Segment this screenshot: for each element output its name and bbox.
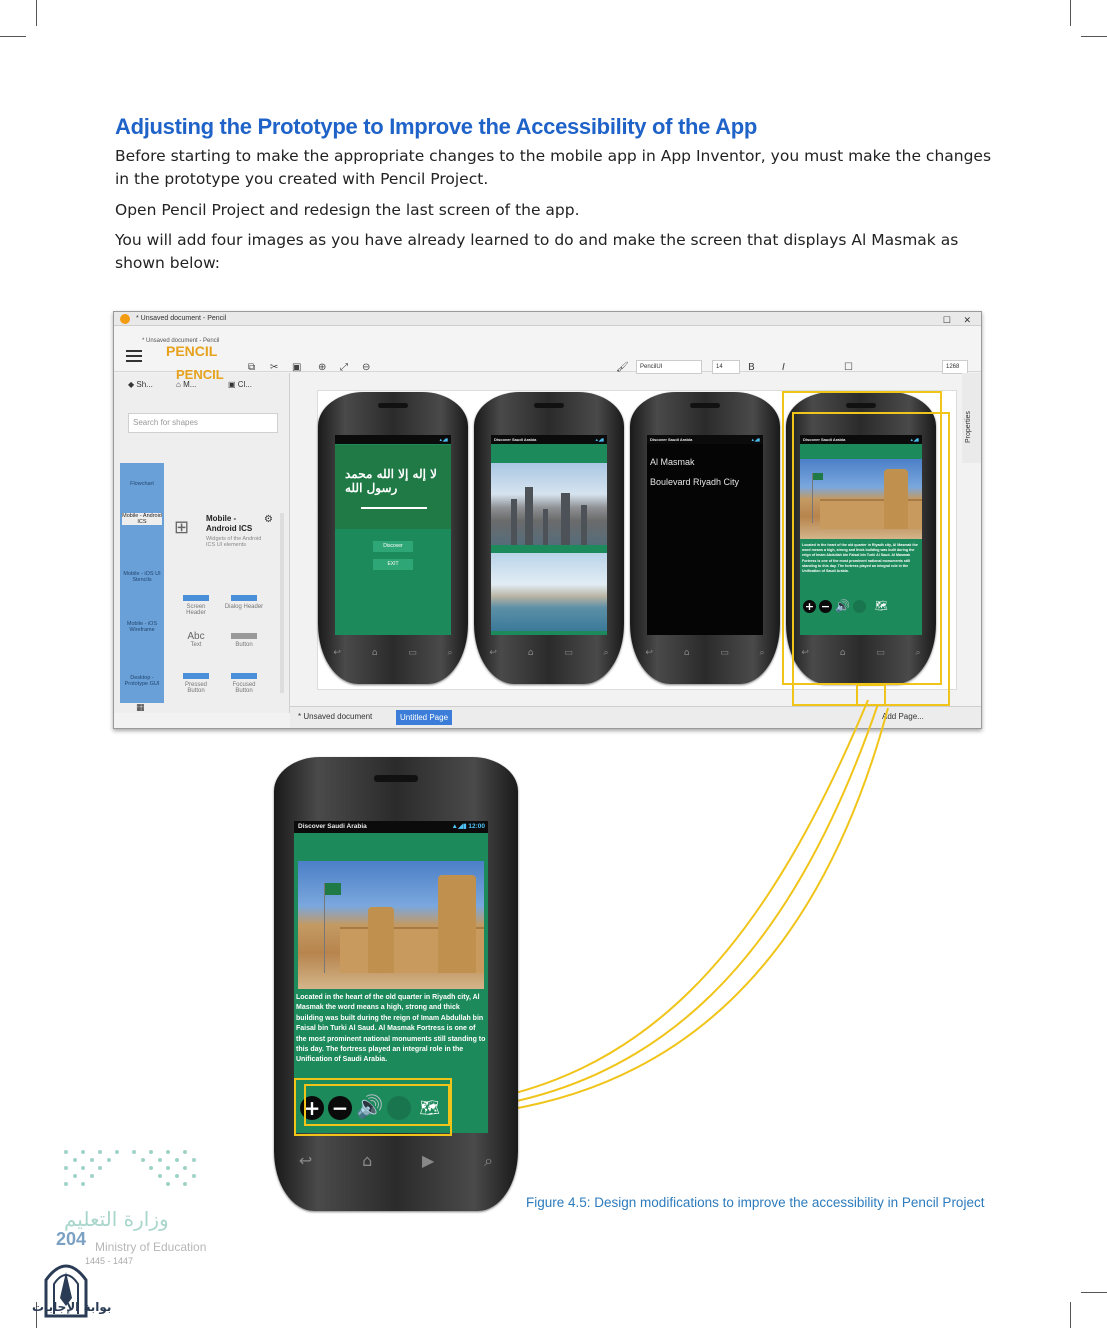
back-icon[interactable]: ↩ bbox=[645, 648, 653, 658]
logo-dot bbox=[183, 1182, 187, 1186]
search-icon[interactable]: ⌕ bbox=[447, 648, 453, 658]
flag-pole bbox=[324, 883, 325, 973]
menu-icon[interactable]: ▭ bbox=[720, 648, 729, 658]
logo-dot bbox=[107, 1158, 111, 1162]
category-ios-stencils[interactable]: Mobile - iOS UI Stencils bbox=[123, 571, 161, 583]
app-title: Discover Saudi Arabia bbox=[494, 437, 537, 442]
tab-my-collections-label: M... bbox=[183, 380, 197, 389]
italic-icon[interactable]: I bbox=[782, 362, 785, 373]
shape-search-input[interactable]: Search for shapes bbox=[128, 413, 278, 433]
logo-dot bbox=[81, 1182, 85, 1186]
logo-dot bbox=[64, 1166, 68, 1170]
pencil-logo: PENCIL bbox=[166, 343, 218, 359]
grid-icon: ⊞ bbox=[174, 517, 190, 538]
app-title: Discover Saudi Arabia bbox=[298, 823, 367, 830]
shape-label: Text bbox=[190, 642, 202, 648]
logo-dot bbox=[98, 1166, 102, 1170]
home-icon[interactable]: ⌂ bbox=[362, 1151, 373, 1170]
close-icon[interactable]: ✕ bbox=[963, 315, 971, 325]
menu-icon[interactable]: ▭ bbox=[564, 648, 573, 658]
shape-label: Focused Button bbox=[232, 682, 256, 694]
zoom-out-button[interactable]: − bbox=[820, 599, 831, 613]
back-icon[interactable]: ↩ bbox=[489, 648, 497, 658]
clock: 12:00 bbox=[468, 823, 485, 830]
logo-dot bbox=[81, 1150, 85, 1154]
grid-view-icon[interactable]: ▦ bbox=[136, 703, 145, 713]
controls-highlight bbox=[304, 1084, 450, 1126]
signal-icon: ▲◢▮ bbox=[750, 437, 760, 442]
logo-dot bbox=[141, 1158, 145, 1162]
menu-icon[interactable]: ▭ bbox=[408, 648, 417, 658]
zoom-out-button[interactable]: − bbox=[328, 1096, 352, 1120]
watermark-text: بوابة الإجابات bbox=[32, 1300, 112, 1314]
search-icon[interactable]: ⌕ bbox=[759, 648, 765, 658]
zoom-in-button[interactable]: + bbox=[804, 599, 815, 613]
discover-button[interactable]: Discover bbox=[373, 541, 413, 552]
exit-button[interactable]: EXIT bbox=[373, 559, 413, 570]
academic-year: 1445 - 1447 bbox=[85, 1256, 134, 1266]
logo-dot bbox=[166, 1166, 170, 1170]
signal-icon: ▲◢▮ bbox=[594, 437, 604, 442]
logo-dot bbox=[81, 1166, 85, 1170]
signal-icon: ▲◢▮ 12:00 bbox=[451, 823, 485, 830]
list-item-boulevard[interactable]: Boulevard Riyadh City bbox=[650, 477, 740, 487]
back-icon[interactable]: ↩ bbox=[298, 1151, 313, 1170]
collection-desc: Widgets of the Android ICS UI elements bbox=[206, 536, 262, 548]
tab-my-collections[interactable]: ⌂ M... bbox=[176, 380, 197, 389]
cut-icon[interactable]: ✂ bbox=[270, 362, 279, 373]
logo-dot bbox=[73, 1174, 77, 1178]
logo-dot bbox=[192, 1158, 196, 1162]
page-number: 204 bbox=[56, 1229, 87, 1249]
signal-icon: ▲◢▮ bbox=[438, 437, 448, 442]
logo-dot bbox=[149, 1150, 153, 1154]
copy-icon[interactable]: ⧉ bbox=[248, 362, 256, 373]
logo-dot bbox=[90, 1174, 94, 1178]
fort-tower bbox=[438, 875, 476, 973]
zoom-field[interactable]: 1268 bbox=[942, 360, 968, 374]
menu-icon[interactable]: ▶ bbox=[422, 1151, 435, 1170]
status-bar bbox=[294, 821, 488, 833]
home-icon[interactable]: ⌂ bbox=[371, 648, 378, 658]
app-title: Discover Saudi Arabia bbox=[650, 437, 693, 442]
speaker-icon[interactable]: 🔊 bbox=[835, 599, 850, 613]
zoom-in-button[interactable]: + bbox=[300, 1096, 324, 1120]
logo-dot bbox=[166, 1182, 170, 1186]
logo-dot bbox=[64, 1182, 68, 1186]
ministry-name-en: Ministry of Education bbox=[95, 1240, 207, 1254]
tab-clipart[interactable]: ▣ Cl... bbox=[228, 380, 253, 389]
search-icon[interactable]: ⌕ bbox=[484, 1151, 494, 1170]
maximize-icon[interactable]: ☐ bbox=[942, 315, 951, 325]
fort-tower bbox=[368, 907, 394, 973]
logo-dot bbox=[132, 1150, 136, 1154]
logo-dot bbox=[149, 1166, 153, 1170]
logo-dot bbox=[73, 1158, 77, 1162]
flag-shape bbox=[325, 883, 341, 895]
font-size-field[interactable]: 14 bbox=[712, 360, 740, 374]
logo-dot bbox=[115, 1150, 119, 1154]
speaker-icon[interactable]: 🔊 bbox=[356, 1095, 384, 1120]
zoom-out-icon[interactable]: ⊖ bbox=[362, 362, 371, 373]
category-flowchart[interactable]: Flowchart bbox=[130, 481, 154, 487]
logo-dot bbox=[192, 1174, 196, 1178]
window-title: * Unsaved document - Pencil bbox=[136, 315, 227, 322]
collection-name: Mobile - Android ICS bbox=[206, 514, 253, 533]
logo-dot bbox=[183, 1166, 187, 1170]
bold-icon[interactable]: B bbox=[748, 362, 755, 373]
gear-icon[interactable]: ⚙ bbox=[264, 514, 273, 525]
tab-shapes[interactable]: ◆ Sh... bbox=[128, 380, 153, 389]
add-page-button[interactable]: Add Page... bbox=[882, 712, 924, 721]
masmak-description-small: Located in the heart of the old quarter in Riyadh city, Al Masmak the word means a high, strong and thick building was built during the reign of Imam Abdullah bin Faisal bin Turki Al Saud. Al Masmak Fortress is one of the most prominent national monuments still standing to this day. The fortress played an integral role in the Unification of Saudi Arabia. bbox=[802, 543, 918, 574]
properties-label: Properties bbox=[965, 411, 972, 443]
category-android[interactable]: Mobile - Android ICS bbox=[122, 513, 162, 525]
zoom-in-icon[interactable]: ⊕ bbox=[318, 362, 327, 373]
phone-masmak-large bbox=[274, 757, 518, 1211]
phone-camera bbox=[374, 775, 418, 782]
logo-dot bbox=[158, 1174, 162, 1178]
shahada-text: لا إله إلا الله محمد رسول الله bbox=[345, 467, 437, 495]
frame-icon[interactable]: ☐ bbox=[844, 362, 853, 373]
logo-dot bbox=[158, 1158, 162, 1162]
shape-label: Button bbox=[235, 642, 253, 648]
inner-title: * Unsaved document - Pencil bbox=[142, 338, 220, 344]
home-icon[interactable]: ⌂ bbox=[527, 648, 534, 658]
category-ios-wireframe[interactable]: Mobile - iOS Wireframe bbox=[126, 621, 158, 633]
logo-dot bbox=[166, 1150, 170, 1154]
tab-shapes-label: Sh... bbox=[136, 380, 153, 389]
home-icon[interactable]: ⌂ bbox=[683, 648, 690, 658]
app-title: Discover Saudi Arabia bbox=[803, 437, 846, 442]
shape-label: Screen Header bbox=[186, 604, 206, 616]
format-painter-icon[interactable]: 🖌 bbox=[616, 362, 629, 373]
logo-dot bbox=[90, 1158, 94, 1162]
map-icon[interactable]: 🗺 bbox=[419, 1098, 440, 1117]
logo-dot bbox=[183, 1150, 187, 1154]
home-icon[interactable]: ⌂ bbox=[839, 648, 846, 658]
shape-label: Dialog Header bbox=[224, 604, 264, 610]
step-paragraph: Open Pencil Project and redesign the last screen of the app. bbox=[115, 201, 580, 219]
font-family-select[interactable]: PencilUI bbox=[636, 360, 702, 374]
shape-abc: Abc bbox=[187, 631, 205, 642]
figure-caption: Figure 4.5: Design modifications to improve the accessibility in Pencil Project bbox=[526, 1195, 985, 1210]
pencil-logo-secondary: PENCIL bbox=[176, 367, 224, 382]
paste-icon[interactable]: ▣ bbox=[292, 362, 302, 373]
phone-nav-keys bbox=[274, 1151, 518, 1171]
ministry-logo bbox=[64, 1150, 200, 1192]
logo-dot bbox=[175, 1158, 179, 1162]
shape-label: Pressed Button bbox=[184, 682, 207, 694]
masmak-description: Located in the heart of the old quarter in Riyadh city, Al Masmak the word means a high, strong and thick building was built during the reign of Imam Abdullah bin Faisal bin Turki Al Saud. Al Masmak Fortress is one of the most prominent national monuments still standing to this day. The fortress played an integral role in the Unification of Saudi Arabia. bbox=[296, 994, 486, 1064]
signal-icon: ▲◢▮ bbox=[909, 437, 919, 442]
search-icon[interactable]: ⌕ bbox=[603, 648, 609, 658]
logo-dot bbox=[175, 1174, 179, 1178]
logo-dot bbox=[98, 1150, 102, 1154]
document-tab[interactable]: * Unsaved document bbox=[298, 712, 373, 721]
search-icon[interactable]: ⌕ bbox=[915, 648, 921, 658]
page-tab[interactable]: Untitled Page bbox=[396, 710, 452, 725]
ministry-name-ar: وزارة التعليم bbox=[64, 1207, 169, 1231]
category-desktop[interactable]: Desktop - Prototype GUI bbox=[124, 675, 160, 687]
logo-dot bbox=[64, 1150, 68, 1154]
list-item-masmak[interactable]: Al Masmak bbox=[650, 457, 695, 467]
instruction-paragraph: You will add four images as you have already learned to do and make the screen that displays Al Masmak as shown below: bbox=[115, 231, 959, 272]
tab-clipart-label: Cl... bbox=[237, 380, 253, 389]
page-title: Adjusting the Prototype to Improve the Accessibility of the App bbox=[115, 114, 757, 139]
masmak-fort-image bbox=[298, 861, 484, 989]
intro-paragraph: Before starting to make the appropriate changes to the mobile app in App Inventor, you must make the changes in the prototype you created with Pencil Project. bbox=[115, 147, 992, 188]
back-icon[interactable]: ↩ bbox=[801, 648, 809, 658]
map-icon[interactable]: 🗺 bbox=[874, 600, 888, 612]
back-icon[interactable]: ↩ bbox=[333, 648, 341, 658]
fit-icon[interactable]: ⤢ bbox=[340, 362, 348, 373]
menu-icon[interactable]: ▭ bbox=[876, 648, 885, 658]
